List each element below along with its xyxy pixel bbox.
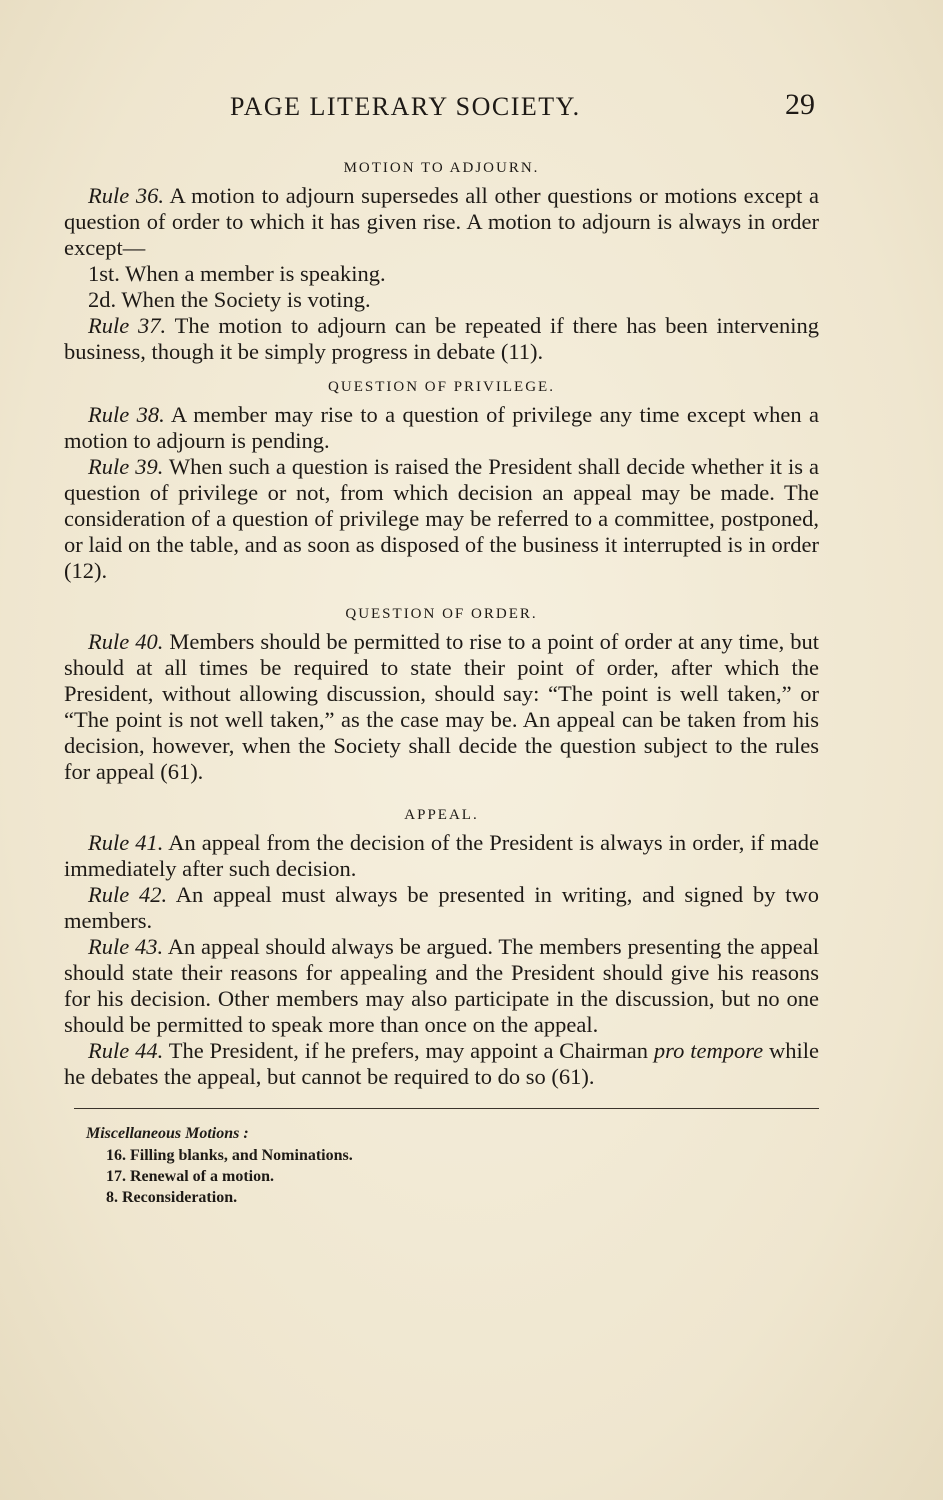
rule-text: Members should be permitted to rise to a point of order at any time, but should at all times be required to state their point of order, after which the President, without allowing discussion, should say: “The point is well taken,” or “The point is not well taken,” as the case may be. An appeal can be taken from his decision, however, when the Society shall decide the question subject to the rules for appeal (61). — [64, 629, 819, 784]
rule-text: When such a question is raised the President shall decide whether it is a question of privilege or not, from which decision an appeal may be made. The consideration of a question of privilege may be referred to a committee, postponed, or laid on the table, and as soon as disposed of the business it interrupted is in order (12). — [64, 454, 819, 583]
rule-37 — [64, 313, 819, 365]
footnote-divider — [74, 1108, 819, 1109]
rule-label: Rule 37. — [88, 313, 167, 338]
rule-44 — [64, 1038, 819, 1090]
rule-36 — [64, 183, 819, 261]
rule-text: An appeal from the decision of the President is always in order, if made immediately after such decision. — [64, 830, 820, 881]
section-heading-appeal: APPEAL. — [404, 807, 479, 823]
page-number: 29 — [785, 88, 815, 121]
rule-42 — [64, 882, 819, 934]
rule-text: The President, if he prefers, may appoint a Chairman — [163, 1038, 654, 1063]
rule-label: Rule 41. — [88, 830, 164, 855]
page-header — [230, 88, 815, 132]
rule-label: Rule 36. — [88, 183, 165, 208]
rule-label: Rule 44. — [88, 1038, 164, 1063]
section-heading-order: QUESTION OF ORDER. — [345, 606, 538, 622]
page-body — [64, 160, 819, 1208]
misc-motions-title: Miscellaneous Motions : — [86, 1125, 249, 1142]
misc-motion-item: 16. Filling blanks, and Nominations. — [106, 1147, 353, 1164]
exception-item-1: 1st. When a member is speaking. — [88, 261, 386, 286]
misc-motions-note — [64, 1125, 819, 1208]
rule-label: Rule 40. — [88, 629, 164, 654]
rule-text: A member may rise to a question of privilege any time except when a motion to adjourn is pending. — [64, 402, 819, 453]
rule-label: Rule 39. — [88, 454, 164, 479]
misc-motion-item: 17. Renewal of a motion. — [106, 1168, 274, 1185]
exception-item-2: 2d. When the Society is voting. — [88, 287, 371, 312]
rule-text: The motion to adjourn can be repeated if there has been intervening business, though it be simply progress in debate (11). — [64, 313, 819, 364]
section-heading-privilege: QUESTION OF PRIVILEGE. — [328, 379, 555, 395]
rule-label: Rule 42. — [88, 882, 168, 907]
rule-text: A motion to adjourn supersedes all other questions or motions except a question of order to which it has given rise. A motion to adjourn is always in order except— — [64, 183, 819, 260]
misc-motion-item: 8. Reconsideration. — [106, 1189, 238, 1206]
rule-38 — [64, 402, 819, 454]
running-title: PAGE LITERARY SOCIETY. — [230, 92, 581, 121]
rule-label: Rule 43. — [88, 934, 164, 959]
rule-label: Rule 38. — [88, 402, 165, 427]
rule-40 — [64, 629, 819, 785]
rule-43 — [64, 934, 819, 1038]
rule-39 — [64, 454, 819, 584]
rule-41 — [64, 830, 819, 882]
section-heading-adjourn: MOTION TO ADJOURN. — [343, 160, 540, 176]
rule-text: while he debates the appeal, but cannot be required to do so (61). — [64, 1038, 819, 1089]
rule-text: An appeal must always be presented in writing, and signed by two members. — [64, 882, 819, 933]
rule-text: An appeal should always be argued. The members presenting the appeal should state their reasons for appealing and the President should give his reasons for his decision. Other members may also participate in the discussion, but no one should be permitted to speak more than once on the appeal. — [64, 934, 819, 1037]
pro-tempore-term: pro tempore — [653, 1038, 764, 1063]
